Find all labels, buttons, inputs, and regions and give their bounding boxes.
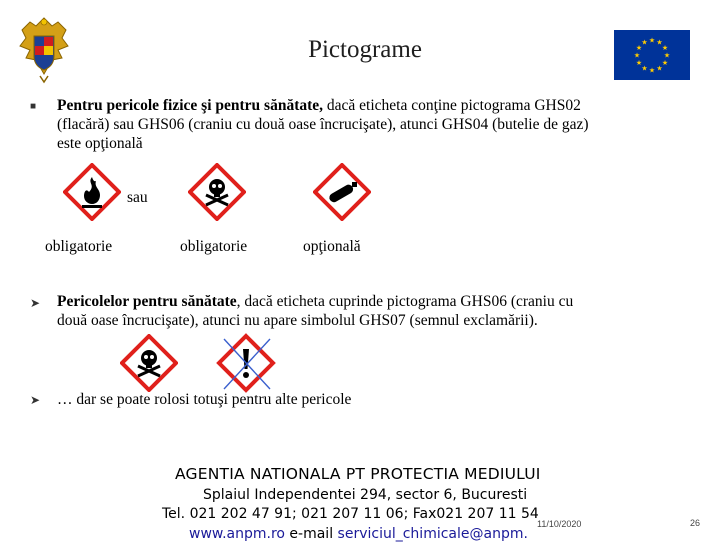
slide-number: 26 [690, 518, 701, 528]
arrow-bullet-icon: ➤ [30, 296, 41, 310]
email-link[interactable]: serviciul_chimicale@anpm. [337, 526, 528, 542]
square-bullet-icon: ■ [30, 101, 37, 112]
eu-star-icon: ★ [656, 64, 663, 73]
caption-optional: opţională [303, 238, 361, 255]
ghs06-skull-icon [120, 334, 178, 392]
bullet-text-line2: (flacără) sau GHS06 (craniu cu două oase încrucişate), atunci GHS04 (butelie de gaz) [57, 116, 589, 133]
caption-mandatory-2: obligatorie [180, 238, 248, 255]
eu-star-icon: ★ [648, 36, 656, 45]
bullet-text-line2: două oase încrucişate), atunci nu apare simbolul GHS07 (semnul exclamării). [57, 312, 538, 329]
caption-mandatory-1: obligatorie [45, 238, 113, 255]
ghs07-exclamation-icon [214, 331, 278, 395]
eu-star-icon: ★ [661, 59, 669, 67]
bullet-other-hazards: … dar se poate rolosi totuşi pentru alte pericole [57, 391, 352, 408]
eu-star-icon: ★ [663, 51, 671, 60]
footer-agency: AGENTIA NATIONALA PT PROTECTIA MEDIULUI [175, 465, 541, 483]
arrow-bullet-icon: ➤ [30, 393, 41, 407]
eu-star-icon: ★ [648, 66, 656, 75]
eu-star-icon: ★ [656, 38, 663, 47]
footer-address: Splaiul Independentei 294, sector 6, Bucuresti [203, 487, 528, 503]
bullet-bold-label: Pentru pericole fizice şi pentru sănătate, [57, 97, 324, 114]
slide-date: 11/10/2020 [537, 519, 582, 529]
bullet-physical-health-hazards [57, 96, 707, 153]
bullet-bold-label: Pericolelor pentru sănătate [57, 293, 237, 310]
bullet-text-line3: este opţională [57, 135, 143, 152]
eu-flag-icon [614, 30, 690, 80]
page-title: Pictograme [308, 36, 422, 63]
email-label: e-mail [289, 526, 334, 542]
bullet-text-line1: , dacă eticheta cuprinde pictograma GHS06 (craniu cu [236, 293, 574, 310]
bullet-text-line1: dacă eticheta conţine pictograma GHS02 [323, 97, 581, 114]
eu-star-icon: ★ [635, 44, 643, 52]
eu-star-icon: ★ [635, 59, 643, 67]
bullet-health-hazards [57, 292, 707, 330]
ghs02-flame-icon [63, 163, 121, 221]
sau-label: sau [127, 189, 148, 206]
eu-star-icon: ★ [633, 51, 641, 60]
footer-phone: Tel. 021 202 47 91; 021 207 11 06; Fax021 207 11 54 [162, 506, 539, 522]
ghs06-skull-icon [188, 163, 246, 221]
eu-star-icon: ★ [641, 38, 648, 47]
ghs04-gas-cylinder-icon [313, 163, 371, 221]
eu-star-icon: ★ [641, 64, 648, 73]
eu-star-icon: ★ [661, 44, 669, 52]
website-link[interactable]: www.anpm.ro [189, 526, 285, 542]
